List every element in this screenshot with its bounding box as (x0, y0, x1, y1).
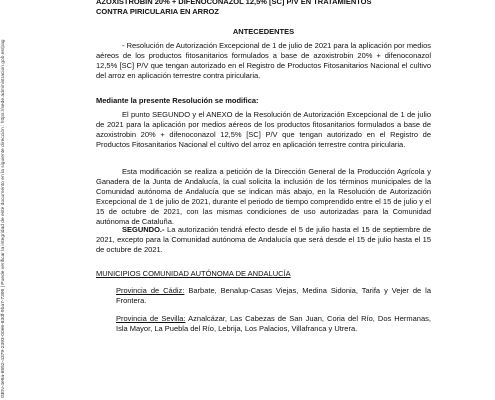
municipios-heading: MUNICIPIOS COMUNIDAD AUTÓNOMA DE ANDALUCÍA (96, 269, 291, 278)
modifica-paragraph: El punto SEGUNDO y el ANEXO de la Resolución de Autorización Excepcional de 1 de julio de 2021 para la aplicación por medios aéreos de los productos fitosanitarios formulados a base de azoxistrobin 20% + difenoconazol 12,5% [SC] P/V que tengan autorizado en el Registro de Productos Fitosanitarios Nacional el cultivo del arroz en aplicación terrestre contra piricularia. (96, 110, 431, 149)
cadiz-label: Provincia de Cádiz: (116, 286, 185, 295)
antecedentes-paragraph: - Resolución de Autorización Excepcional de 1 de julio de 2021 para la aplicación por medios aéreos de los productos fitosanitarios formulados a base de azoxistrobin 20% + difenoconazol 12,5% [SC] P/V que tengan autorizado en el Registro de Productos Fitosanitarios Nacional el cultivo del arroz en aplicación terrestre contra piricularia. (96, 41, 431, 80)
segundo-paragraph (96, 225, 431, 255)
modifica-heading: Mediante la presente Resolución se modifica: (96, 96, 259, 105)
modificacion-paragraph: Esta modificación se realiza a petición de la Dirección General de la Producción Agrícola y Ganadera de la Junta de Andalucía, la cual solicita la inclusión de los términos municipales de la Comunidad autónoma de Andalucía que se indican más abajo, en la Resolución de Autorización Excepcional de 1 de julio de 2021, durante el periodo de tiempo comprendido entre el 15 de julio y el 15 de octubre de 2021, con las mismas condiciones de uso autorizadas para la Comunidad autónoma de Cataluña. (96, 167, 431, 226)
segundo-label: SEGUNDO.- (122, 225, 165, 234)
antecedentes-heading: ANTECEDENTES (232, 27, 295, 36)
title-line-2: CONTRA PIRICULARIA EN ARROZ (96, 7, 219, 16)
side-verification-strip (0, 0, 13, 400)
segundo-text: La autorización tendrá efecto desde el 5 de julio hasta el 15 de septiembre de 2021, excepto para la Comunidad autónoma de Andalucía que será desde el 15 de julio hasta el 15 de octubre de 2021. (96, 225, 431, 254)
title-line-1: AZOXISTROBIN 20% + DIFENOCONAZOL 12,5% [SC] P/V EN TRATAMIENTOS (96, 0, 372, 6)
provincia-cadiz (116, 286, 431, 306)
verification-note: GEN-4e9a-8552-4379-2393-00e6-83df-9ba7-7395 | Puede verificar la integridad de este documento en la siguiente dirección : https://sede.administracion.gob.es/pag (1, 39, 6, 398)
cadiz-municipios: Barbate, Benalup-Casas Viejas, Medina Sidonia, Tarifa y Vejer de la Frontera. (116, 286, 431, 305)
sevilla-label: Provincia de Sevilla: (116, 314, 186, 323)
provincia-sevilla (116, 314, 431, 334)
sevilla-municipios: Aznalcázar, Las Cabezas de San Juan, Coria del Río, Dos Hermanas, Isla Mayor, La Puebla del Río, Lebrija, Los Palacios, Villafranca y Utrera. (116, 314, 431, 333)
